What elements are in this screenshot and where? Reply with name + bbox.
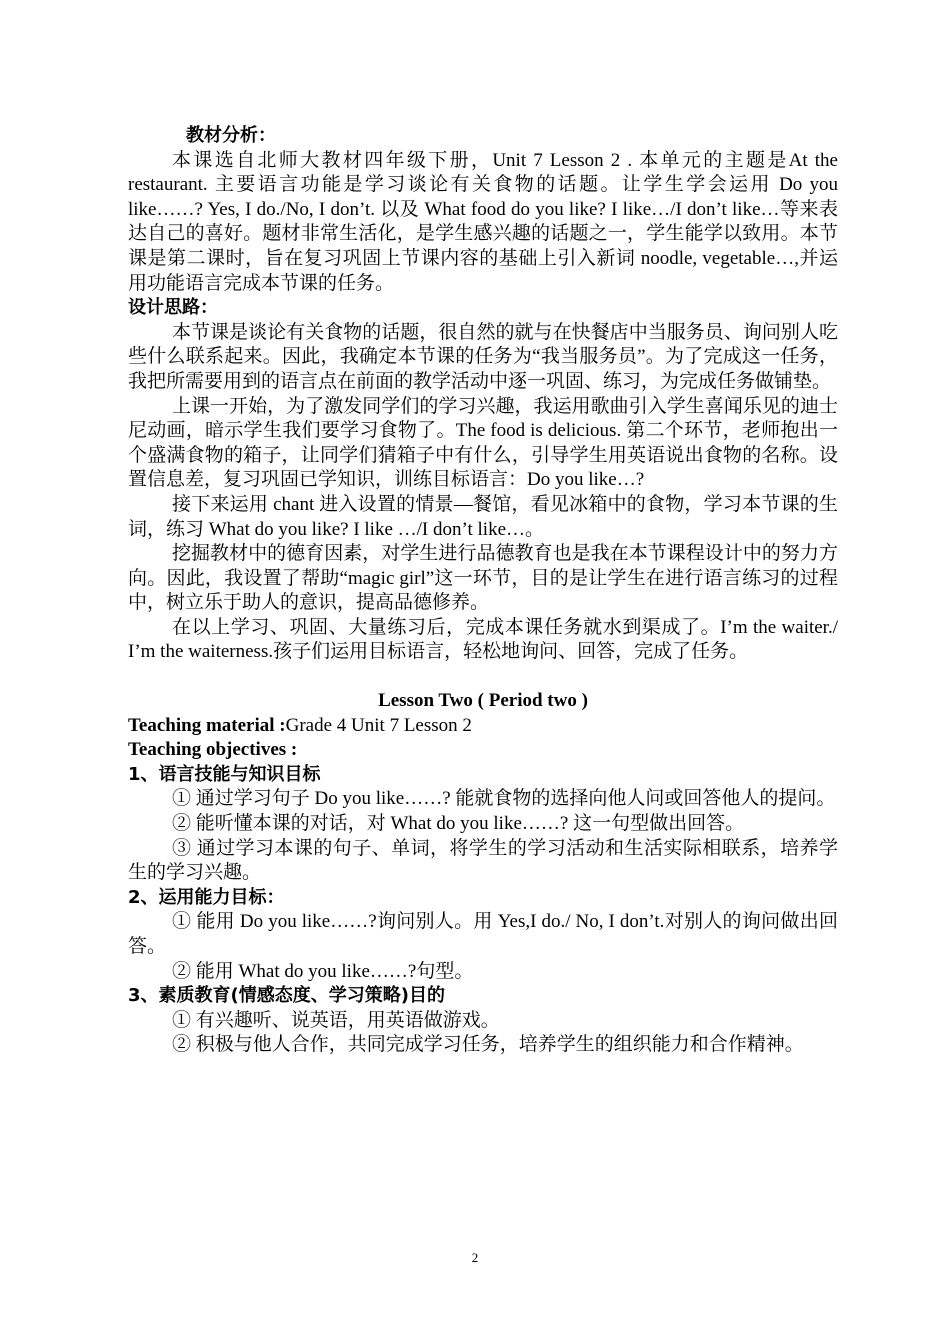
objective-1-item-1: ① 通过学习句子 Do you like……? 能就食物的选择向他人问或回答他人的提问。 — [172, 788, 836, 810]
objective-1-item-2: ② 能听懂本课的对话，对 What do you like……? 这一句型做出回答。 — [172, 813, 745, 835]
design-paragraph-3: 接下来运用 chant 进入设置的情景—餐馆，看见冰箱中的食物，学习本节课的生词，练习 What do you like? I like …/I don’t like…。 — [128, 493, 838, 540]
objective-section-3-heading: 3、素质教育(情感态度、学习策略)目的 — [128, 985, 445, 1007]
page-content — [128, 124, 838, 1058]
teaching-objectives-label: Teaching objectives : — [128, 739, 298, 761]
objective-3-item-2: ② 积极与他人合作，共同完成学习任务，培养学生的组织能力和合作精神。 — [172, 1034, 804, 1056]
objective-section-2-heading: 2、运用能力目标： — [128, 886, 285, 908]
page-number: 2 — [471, 1250, 479, 1265]
analysis-paragraph: 本课选自北师大教材四年级下册，Unit 7 Lesson 2 . 本单元的主题是At the restaurant. 主要语言功能是学习谈论有关食物的话题。让学生学会运用 Do you like……? Yes, I do./No, I don’t. 以及 What food do you like? I like…/I don’t like…等来表达自己的喜好。题材非常生活化，是学生感兴趣的话题之一，学生能学以致用。本节课是第二课时，旨在复习巩固上节课内容的基础上引入新词 noodle, vegetable…,并运用功能语言完成本节课的任务。 — [128, 149, 838, 294]
objective-3-item-1: ① 有兴趣听、说英语，用英语做游戏。 — [172, 1009, 500, 1031]
analysis-heading: 教材分析： — [186, 125, 276, 146]
lesson-title: Lesson Two ( Period two ) — [378, 690, 588, 712]
teaching-material-line — [128, 714, 838, 739]
objective-2-item-1: ① 能用 Do you like……?询问别人。用 Yes,I do./ No, I don’t.对别人的询问做出回答。 — [128, 911, 838, 957]
objective-section-1-heading: 1、语言技能与知识目标 — [128, 763, 321, 785]
objective-1-item-3: ③ 通过学习本课的句子、单词，将学生的学习活动和生活实际相联系，培养学生的学习兴趣。 — [128, 837, 838, 884]
teaching-objectives-line — [128, 738, 838, 763]
design-heading: 设计思路： — [128, 297, 218, 319]
objective-2-item-2: ② 能用 What do you like……?句型。 — [172, 960, 474, 982]
design-paragraph-4: 挖掘教材中的德育因素，对学生进行品德教育也是我在本节课程设计中的努力方向。因此，我设置了帮助“magic girl”这一环节，目的是让学生在进行语言练习的过程中，树立乐于助人的意识，提高品德修养。 — [128, 543, 838, 614]
design-paragraph-2: 上课一开始，为了激发同学们的学习兴趣，我运用歌曲引入学生喜闻乐见的迪士尼动画，暗示学生我们要学习食物了。The food is delicious. 第二个环节，老师抱出一个盛满食物的箱子，让同学们猜箱子中有什么，引导学生用英语说出食物的名称。设置信息差，复习巩固已学知识，训练目标语言：Do you like…? — [128, 395, 838, 491]
design-paragraph-1: 本节课是谈论有关食物的话题，很自然的就与在快餐店中当服务员、询问别人吃些什么联系起来。因此，我确定本节课的任务为“我当服务员”。为了完成这一任务，我把所需要用到的语言点在前面的教学活动中逐一巩固、练习，为完成任务做铺垫。 — [128, 321, 838, 392]
teaching-material-label: Teaching material : — [128, 714, 286, 736]
design-paragraph-5: 在以上学习、巩固、大量练习后，完成本课任务就水到渠成了。I’m the waiter./ I’m the waiterness.孩子们运用目标语言，轻松地询问、回答，完成了任务。 — [128, 616, 838, 663]
teaching-material-value: Grade 4 Unit 7 Lesson 2 — [285, 714, 472, 736]
